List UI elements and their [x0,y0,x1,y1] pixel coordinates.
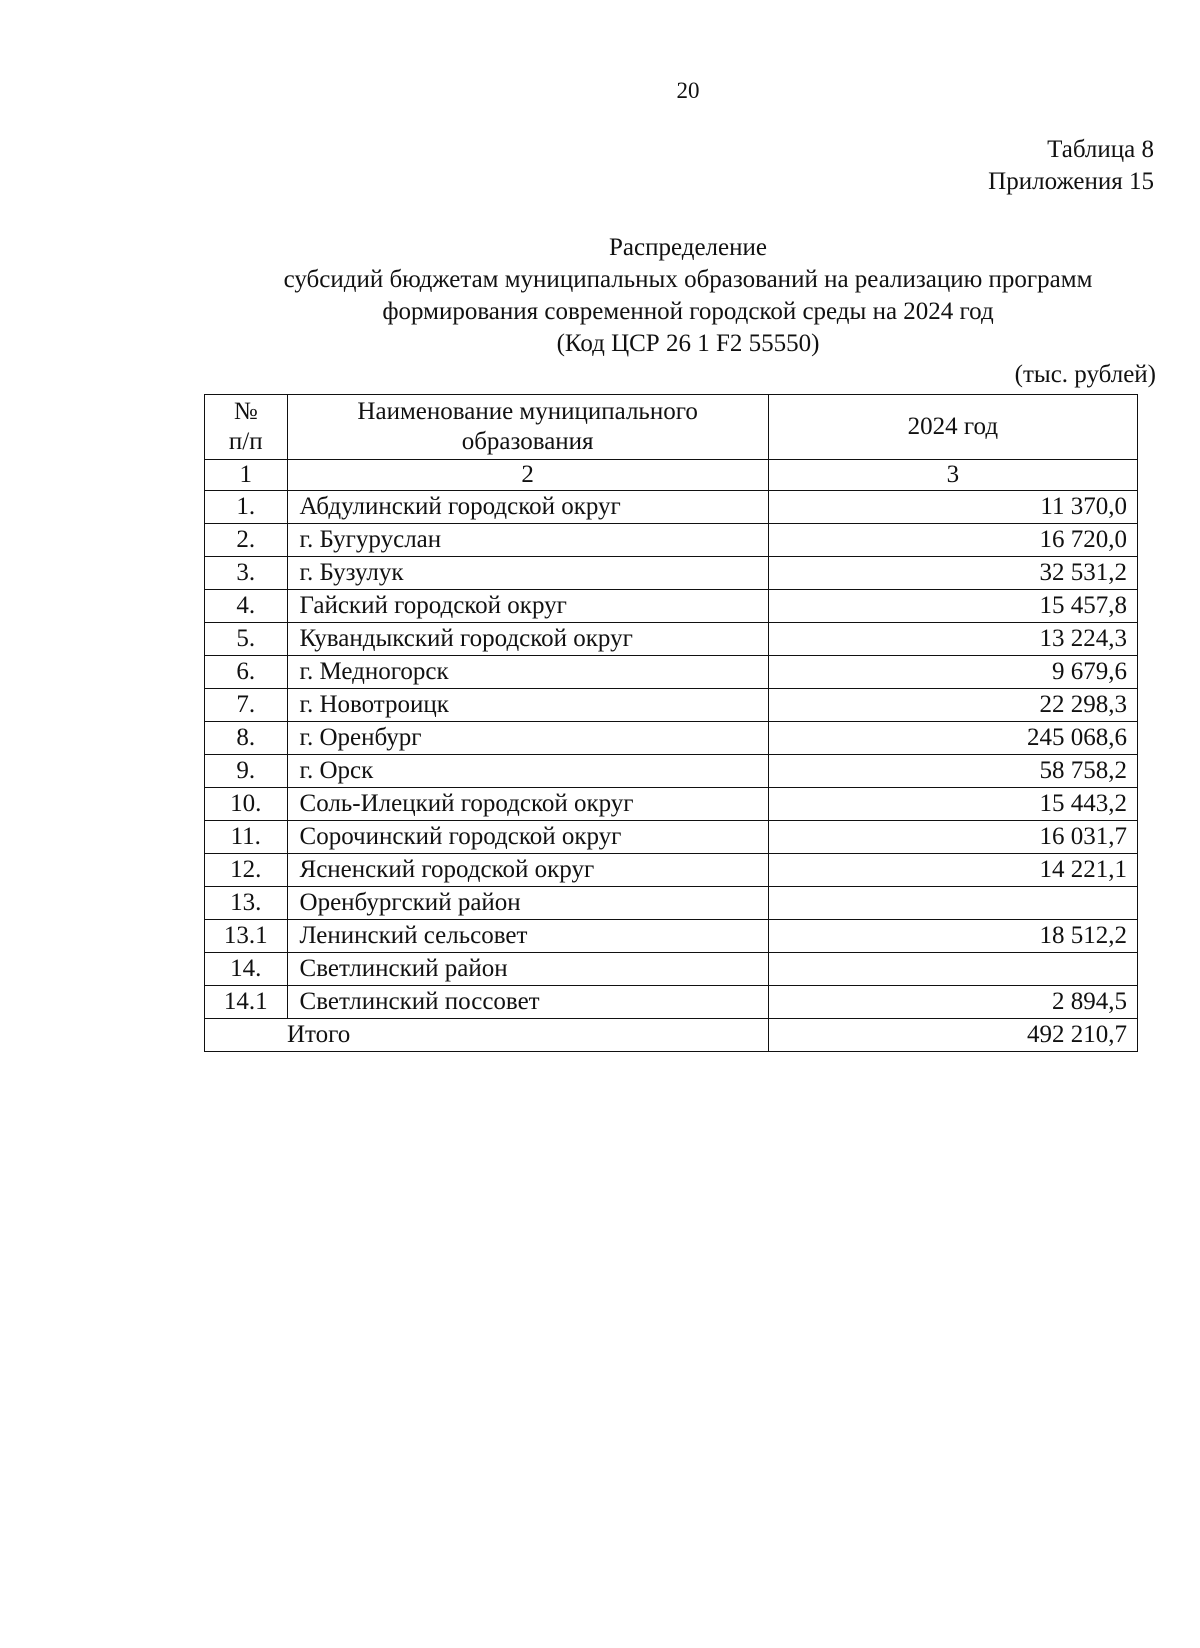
distribution-table [204,394,1138,1052]
row-name: г. Бузулук [287,557,768,590]
row-value: 18 512,2 [768,920,1137,953]
column-index-2: 2 [287,460,768,491]
row-value: 22 298,3 [768,689,1137,722]
table-row [205,788,1138,821]
title-line-3: формирования современной городской среды на 2024 год [382,298,994,325]
row-number: 9. [205,755,288,788]
table-row [205,656,1138,689]
row-value: 32 531,2 [768,557,1137,590]
header-value: 2024 год [768,395,1137,460]
table-row [205,524,1138,557]
row-name: Соль-Илецкий городской округ [287,788,768,821]
row-value: 16 720,0 [768,524,1137,557]
column-index-row [205,460,1138,491]
row-value: 9 679,6 [768,656,1137,689]
table-row [205,491,1138,524]
row-number: 14. [205,953,288,986]
row-number: 1. [205,491,288,524]
row-value: 15 443,2 [768,788,1137,821]
row-name: г. Новотроицк [287,689,768,722]
row-value: 58 758,2 [768,755,1137,788]
header-number [205,395,288,460]
table-row [205,590,1138,623]
row-number: 6. [205,656,288,689]
total-row [205,1019,1138,1052]
table-row [205,986,1138,1019]
column-index-1: 1 [205,460,288,491]
row-number: 11. [205,821,288,854]
row-name: Гайский городской округ [287,590,768,623]
row-number: 2. [205,524,288,557]
title-line-2: субсидий бюджетам муниципальных образований на реализацию программ [283,266,1093,293]
row-number: 13.1 [205,920,288,953]
row-name: г. Оренбург [287,722,768,755]
row-number: 8. [205,722,288,755]
row-name: г. Бугуруслан [287,524,768,557]
appendix-label: Приложения 15 [988,168,1154,195]
row-value: 245 068,6 [768,722,1137,755]
row-name: Ленинский сельсовет [287,920,768,953]
header-name-line-1: Наименование муниципального [357,398,698,425]
appendix-reference [988,134,1154,198]
row-value [768,953,1137,986]
header-name [287,395,768,460]
row-name: г. Медногорск [287,656,768,689]
row-value [768,887,1137,920]
row-name: Кувандыкский городской округ [287,623,768,656]
table-label: Таблица 8 [1047,136,1154,163]
row-name: Оренбургский район [287,887,768,920]
header-name-line-2: образования [461,428,594,455]
title-line-4: (Код ЦСР 26 1 F2 55550) [556,330,820,357]
column-index-3: 3 [768,460,1137,491]
header-number-line-1: № [233,398,258,425]
row-number: 13. [205,887,288,920]
row-name: г. Орск [287,755,768,788]
total-label: Итого [205,1019,769,1052]
table-row [205,887,1138,920]
row-value: 14 221,1 [768,854,1137,887]
table-row [205,557,1138,590]
row-name: Светлинский район [287,953,768,986]
table-header-row [205,395,1138,460]
row-number: 7. [205,689,288,722]
table-row [205,755,1138,788]
total-value: 492 210,7 [768,1019,1137,1052]
row-number: 10. [205,788,288,821]
row-value: 16 031,7 [768,821,1137,854]
row-name: Сорочинский городской округ [287,821,768,854]
header-number-line-2: п/п [228,428,263,455]
row-value: 2 894,5 [768,986,1137,1019]
row-name: Ясненский городской округ [287,854,768,887]
table-row [205,821,1138,854]
table-row [205,920,1138,953]
row-value: 11 370,0 [768,491,1137,524]
row-number: 3. [205,557,288,590]
units-note: (тыс. рублей) [1014,361,1156,388]
table-row [205,854,1138,887]
row-name: Светлинский поссовет [287,986,768,1019]
row-number: 5. [205,623,288,656]
row-value: 13 224,3 [768,623,1137,656]
title-line-1: Распределение [609,234,767,261]
table-row [205,689,1138,722]
row-number: 14.1 [205,986,288,1019]
row-name: Абдулинский городской округ [287,491,768,524]
table-row [205,623,1138,656]
table-row [205,953,1138,986]
table-row [205,722,1138,755]
page-number: 20 [676,78,700,103]
row-number: 4. [205,590,288,623]
row-value: 15 457,8 [768,590,1137,623]
document-title [200,232,1176,360]
row-number: 12. [205,854,288,887]
